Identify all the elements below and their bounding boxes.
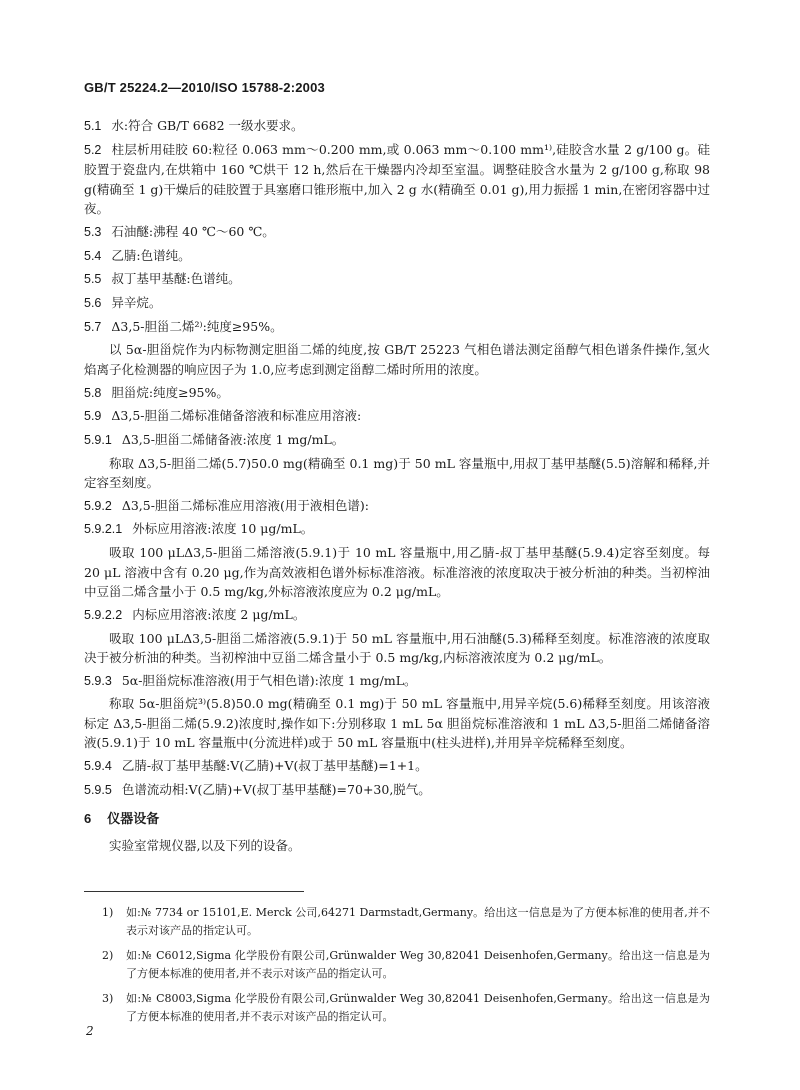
- clause-5-6: [84, 293, 710, 314]
- footnote-number: 2): [102, 949, 114, 962]
- footnotes: [84, 904, 710, 1033]
- section-title: 仪器设备: [107, 811, 160, 827]
- clause-5-9-5: [84, 780, 710, 801]
- clause-text: 外标应用溶液:浓度 10 μg/mL。: [132, 521, 314, 537]
- clause-text: 乙腈-叔丁基甲基醚:V(乙腈)+V(叔丁基甲基醚)=1+1。: [121, 758, 428, 774]
- footnote-text: 如:№ C8003,Sigma 化学股份有限公司,Grünwalder Weg 30,82041 Deisenhofen,Germany。给出这一信息是为了方便本标准的使用者,并不表示对该产品的指定认可。: [126, 992, 710, 1023]
- clause-text: 色谱流动相:V(乙腈)+V(叔丁基甲基醚)=70+30,脱气。: [121, 781, 431, 797]
- clause-text: 异辛烷。: [111, 294, 162, 310]
- clause-text: 水:符合 GB/T 6682 一级水要求。: [111, 118, 304, 133]
- footnote-separator: [84, 891, 304, 892]
- clause-number: 5.5: [84, 272, 102, 287]
- clause-number: 5.2: [84, 142, 102, 157]
- clause-5-9-2-1-body: 吸取 100 μLΔ3,5-胆甾二烯溶液(5.9.1)于 10 mL 容量瓶中,用乙腈-叔丁基甲基醚(5.9.4)定容至刻度。每 20 μL 溶液中含有 0.20 μg,作为高效液相色谱外标标准溶液。标准溶液的浓度取决于被分析油的种类。当初榨油中豆甾二烯含量小于 0.5 mg/kg,外标溶液浓度应为 0.2 μg/mL。: [84, 545, 710, 600]
- clause-number: 5.4: [84, 248, 102, 263]
- clause-5-9-3-body: 称取 5α-胆甾烷³⁾(5.8)50.0 mg(精确至 0.1 mg)于 50 mL 容量瓶中,用异辛烷(5.6)稀释至刻度。用该溶液标定 Δ3,5-胆甾二烯(5.9.2)浓度时,操作如下:分别移取 1 mL 5α 胆甾烷标准溶液和 1 mL Δ3,5-胆甾二烯储备溶液(5.9.1)于 10 mL 容量瓶中(分流进样)或于 50 mL 容量瓶中(柱头进样),并用异辛烷稀释至刻度。: [84, 696, 710, 751]
- clause-5-4: [84, 246, 710, 267]
- clause-text: Δ3,5-胆甾二烯²⁾:纯度≥95%。: [111, 318, 283, 334]
- clause-5-9-1: [84, 430, 710, 451]
- clause-number: 5.9.2.1: [84, 522, 123, 537]
- clause-5-7-body: 以 5α-胆甾烷作为内标物测定胆甾二烯的纯度,按 GB/T 25223 气相色谱法测定甾醇气相色谱条件操作,氢火焰离子化检测器的响应因子为 1.0,应考虑到测定甾醇二烯时所用的浓度。: [84, 342, 710, 377]
- clause-5-9-2-2-body: 吸取 100 μLΔ3,5-胆甾二烯溶液(5.9.1)于 50 mL 容量瓶中,用石油醚(5.3)稀释至刻度。标准溶液的浓度取决于被分析油的种类。当初榨油中豆甾二烯含量小于 0.5 mg/kg,内标溶液浓度为 0.2 μg/mL。: [84, 630, 710, 665]
- clause-5-1: [84, 116, 710, 137]
- clause-5-9-4: [84, 756, 710, 777]
- section-heading: [84, 809, 710, 829]
- clause-number: 5.9.2.2: [84, 607, 123, 622]
- clause-text: 5α-胆甾烷标准溶液(用于气相色谱):浓度 1 mg/mL。: [121, 672, 417, 688]
- clause-5-5: [84, 269, 710, 290]
- footnote-text: 如:№ 7734 or 15101,E. Merck 公司,64271 Darmstadt,Germany。给出这一信息是为了方便本标准的使用者,并不表示对该产品的指定认可。: [126, 906, 710, 937]
- footnote-number: 1): [102, 906, 114, 919]
- footnote-text: 如:№ C6012,Sigma 化学股份有限公司,Grünwalder Weg 30,82041 Deisenhofen,Germany。给出这一信息是为了方便本标准的使用者,并不表示对该产品的指定认可。: [126, 949, 710, 980]
- clause-number: 5.7: [84, 319, 102, 334]
- clause-number: 5.1: [84, 119, 102, 133]
- clause-5-9-3: [84, 671, 710, 692]
- clause-number: 5.6: [84, 295, 102, 310]
- clause-5-9-2: [84, 496, 710, 517]
- clause-5-2: [84, 140, 710, 219]
- footnote-number: 3): [102, 992, 114, 1005]
- clause-text: 石油醚:沸程 40 ℃～60 ℃。: [111, 223, 275, 239]
- clause-number: 5.9.1: [84, 432, 112, 447]
- footnote: [84, 947, 710, 983]
- clause-text: 叔丁基甲基醚:色谱纯。: [111, 271, 241, 287]
- clause-5-9-2-1: [84, 519, 710, 540]
- footnote: [84, 904, 710, 940]
- clause-5-9: [84, 406, 710, 427]
- clause-number: 5.3: [84, 224, 102, 239]
- footnote: [84, 990, 710, 1026]
- clause-5-7: [84, 317, 710, 338]
- section-number: 6: [84, 811, 92, 827]
- clause-number: 5.9.5: [84, 782, 112, 797]
- clause-text: 柱层析用硅胶 60:粒径 0.063 mm～0.200 mm,或 0.063 mm～0.100 mm¹⁾,硅胶含水量 2 g/100 g。硅胶置于瓷盘内,在烘箱中 160 ℃烘干 12 h,然后在干燥器内冷却至室温。调整硅胶含水量为 2 g/100 g,称取 98 g(精确至 1 g)干燥后的硅胶置于具塞磨口锥形瓶中,加入 2 g 水(精确至 0.01 g),用力振摇 1 min,在密闭容器中过夜。: [84, 141, 710, 217]
- section-intro: 实验室常规仪器,以及下列的设备。: [109, 837, 301, 853]
- clause-text: 内标应用溶液:浓度 2 μg/mL。: [132, 606, 306, 622]
- clause-number: 5.9.3: [84, 673, 112, 688]
- clause-number: 5.9: [84, 409, 102, 424]
- page-number: 2: [86, 1024, 94, 1038]
- clause-number: 5.8: [84, 385, 102, 400]
- body-text: [84, 116, 710, 858]
- clause-number: 5.9.4: [84, 759, 112, 774]
- standard-id-header: GB/T 25224.2—2010/ISO 15788-2:2003: [84, 80, 325, 95]
- clause-5-9-2-2: [84, 605, 710, 626]
- clause-text: 乙腈:色谱纯。: [111, 247, 191, 263]
- clause-text: Δ3,5-胆甾二烯标准应用溶液(用于液相色谱):: [121, 497, 369, 513]
- clause-5-8: [84, 383, 710, 404]
- clause-text: Δ3,5-胆甾二烯储备液:浓度 1 mg/mL。: [121, 431, 345, 447]
- clause-number: 5.9.2: [84, 498, 112, 513]
- clause-5-3: [84, 222, 710, 243]
- clause-5-9-1-body: 称取 Δ3,5-胆甾二烯(5.7)50.0 mg(精确至 0.1 mg)于 50 mL 容量瓶中,用叔丁基甲基醚(5.5)溶解和稀释,并定容至刻度。: [84, 455, 710, 491]
- clause-text: Δ3,5-胆甾二烯标准储备溶液和标准应用溶液:: [111, 408, 362, 424]
- clause-text: 胆甾烷:纯度≥95%。: [111, 384, 229, 400]
